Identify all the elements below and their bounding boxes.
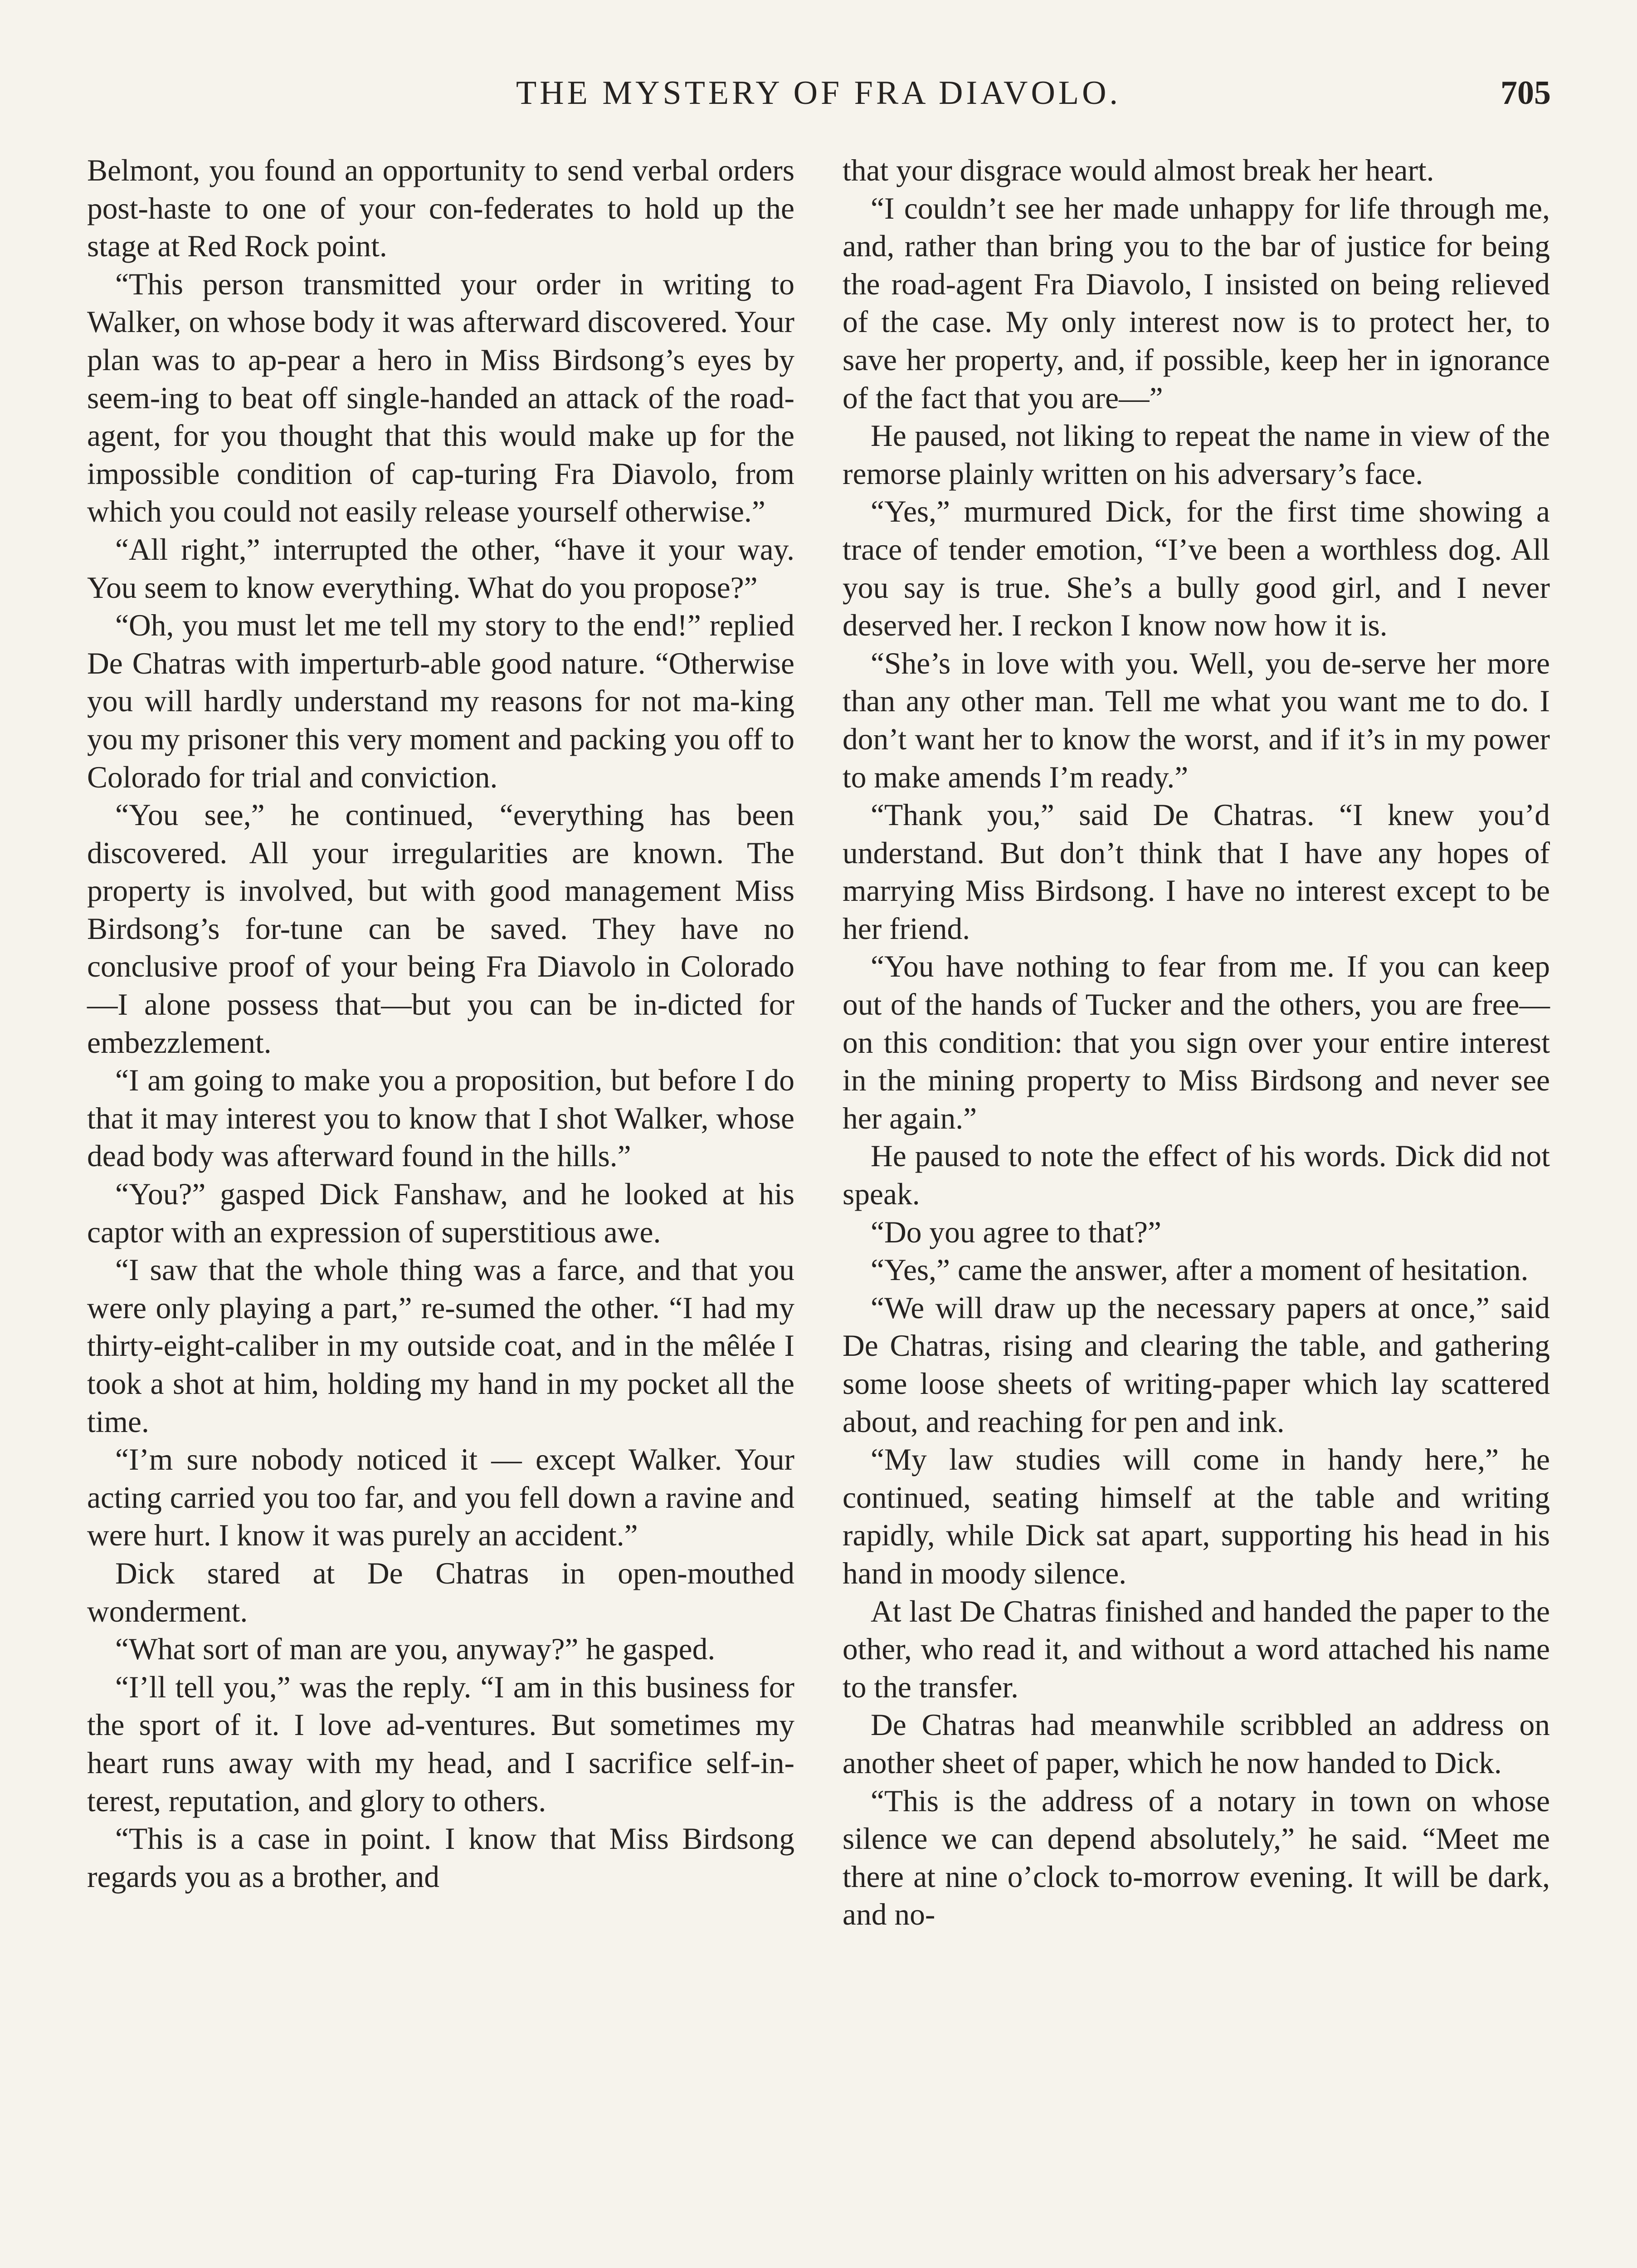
paragraph: “All right,” interrupted the other, “have it your way. You seem to know everything. What do you propose?”: [87, 532, 794, 605]
paragraph: At last De Chatras finished and handed the paper to the other, who read it, and without a word attached his name to the transfer.: [843, 1594, 1550, 1704]
paragraph: “Yes,” came the answer, after a moment of hesitation.: [871, 1253, 1529, 1287]
paragraph: “You have nothing to fear from me. If you can keep out of the hands of Tucker and the others, you are free—on this condition: that you sign over your entire interest in the mining property to Miss Birdsong and never see her again.”: [843, 949, 1550, 1135]
paragraph: “I’ll tell you,” was the reply. “I am in this business for the sport of it. I love ad-ventures. But sometimes my heart runs away with my head, and I sacrifice self-in-terest, reputation, and glory to others.: [87, 1670, 794, 1818]
paragraph: Dick stared at De Chatras in open-mouthed wonderment.: [87, 1556, 794, 1628]
paragraph: He paused, not liking to repeat the name in view of the remorse plainly written on his adversary’s face.: [843, 419, 1550, 491]
paragraph: “You?” gasped Dick Fanshaw, and he looked at his captor with an expression of superstitious awe.: [87, 1177, 794, 1249]
running-title: THE MYSTERY OF FRA DIAVOLO.: [516, 74, 1121, 112]
paragraph: “I saw that the whole thing was a farce, and that you were only playing a part,” re-sumed the other. “I had my thirty-eight-caliber in my outside coat, and in the mêlée I took a shot at him, holding my hand in my pocket all the time.: [87, 1253, 794, 1439]
page-header: [86, 68, 1551, 122]
paragraph: “This is the address of a notary in town on whose silence we can depend absolutely,” he said. “Meet me there at nine o’clock to-morrow evening. It will be dark, and no-: [843, 1784, 1550, 1932]
paragraph: “We will draw up the necessary papers at once,” said De Chatras, rising and clearing the table, and gathering some loose sheets of writing-paper which lay scattered about, and reaching for pen and ink.: [843, 1290, 1550, 1439]
paragraph: He paused to note the effect of his words. Dick did not speak.: [843, 1139, 1550, 1212]
paragraph: “She’s in love with you. Well, you de-serve her more than any other man. Tell me what you want me to do. I don’t want her to know the worst, and if it’s in my power to make amends I’m ready.”: [843, 646, 1550, 794]
paragraph: “Yes,” murmured Dick, for the first time showing a trace of tender emotion, “I’ve been a worthless dog. All you say is true. She’s a bully good girl, and I never deserved her. I reckon I know now how it is.: [843, 494, 1550, 643]
right-text-column: [843, 152, 1550, 1934]
paragraph: Belmont, you found an opportunity to send verbal orders post-haste to one of your con-federates to hold up the stage at Red Rock point.: [87, 153, 794, 264]
paragraph: “Thank you,” said De Chatras. “I knew you’d understand. But don’t think that I have any hopes of marrying Miss Birdsong. I have no interest except to be her friend.: [843, 798, 1550, 946]
paragraph: “What sort of man are you, anyway?” he gasped.: [115, 1632, 716, 1667]
paragraph: “This person transmitted your order in writing to Walker, on whose body it was afterward discovered. Your plan was to ap-pear a hero in Miss Birdsong’s eyes by seem-ing to beat off single-handed an attack of the road-agent, for you thought that this would make up for the impossible condition of cap-turing Fra Diavolo, from which you could not easily release yourself otherwise.”: [87, 267, 794, 529]
paragraph: “This is a case in point. I know that Miss Birdsong regards you as a brother, and: [87, 1822, 794, 1894]
paragraph: “I am going to make you a proposition, but before I do that it may interest you to know that I shot Walker, whose dead body was afterward found in the hills.”: [87, 1063, 794, 1173]
paragraph: that your disgrace would almost break her heart.: [843, 153, 1434, 187]
paragraph: “Do you agree to that?”: [871, 1215, 1161, 1249]
paragraph: “You see,” he continued, “everything has been discovered. All your irregularities are known. The property is involved, but with good management Miss Birdsong’s for-tune can be saved. They have no conclusive proof of your being Fra Diavolo in Colorado —I alone possess that—but you can be in-dicted for embezzlement.: [87, 798, 794, 1060]
page-number: 705: [1501, 74, 1551, 112]
paragraph: “I couldn’t see her made unhappy for life through me, and, rather than bring you to the bar of justice for being the road-agent Fra Diavolo, I insisted on being relieved of the case. My only interest now is to protect her, to save her property, and, if possible, keep her in ignorance of the fact that you are—”: [843, 191, 1550, 415]
paragraph: “I’m sure nobody noticed it — except Walker. Your acting carried you too far, and you fell down a ravine and were hurt. I know it was purely an accident.”: [87, 1442, 794, 1553]
left-text-column: [87, 152, 794, 1896]
paragraph: “Oh, you must let me tell my story to the end!” replied De Chatras with imperturb-able good nature. “Otherwise you will hardly understand my reasons for not ma-king you my prisoner this very moment and packing you off to Colorado for trial and conviction.: [87, 608, 794, 794]
paragraph: “My law studies will come in handy here,” he continued, seating himself at the table and writing rapidly, while Dick sat apart, supporting his head in his hand in moody silence.: [843, 1442, 1550, 1590]
paragraph: De Chatras had meanwhile scribbled an address on another sheet of paper, which he now handed to Dick.: [843, 1708, 1550, 1780]
